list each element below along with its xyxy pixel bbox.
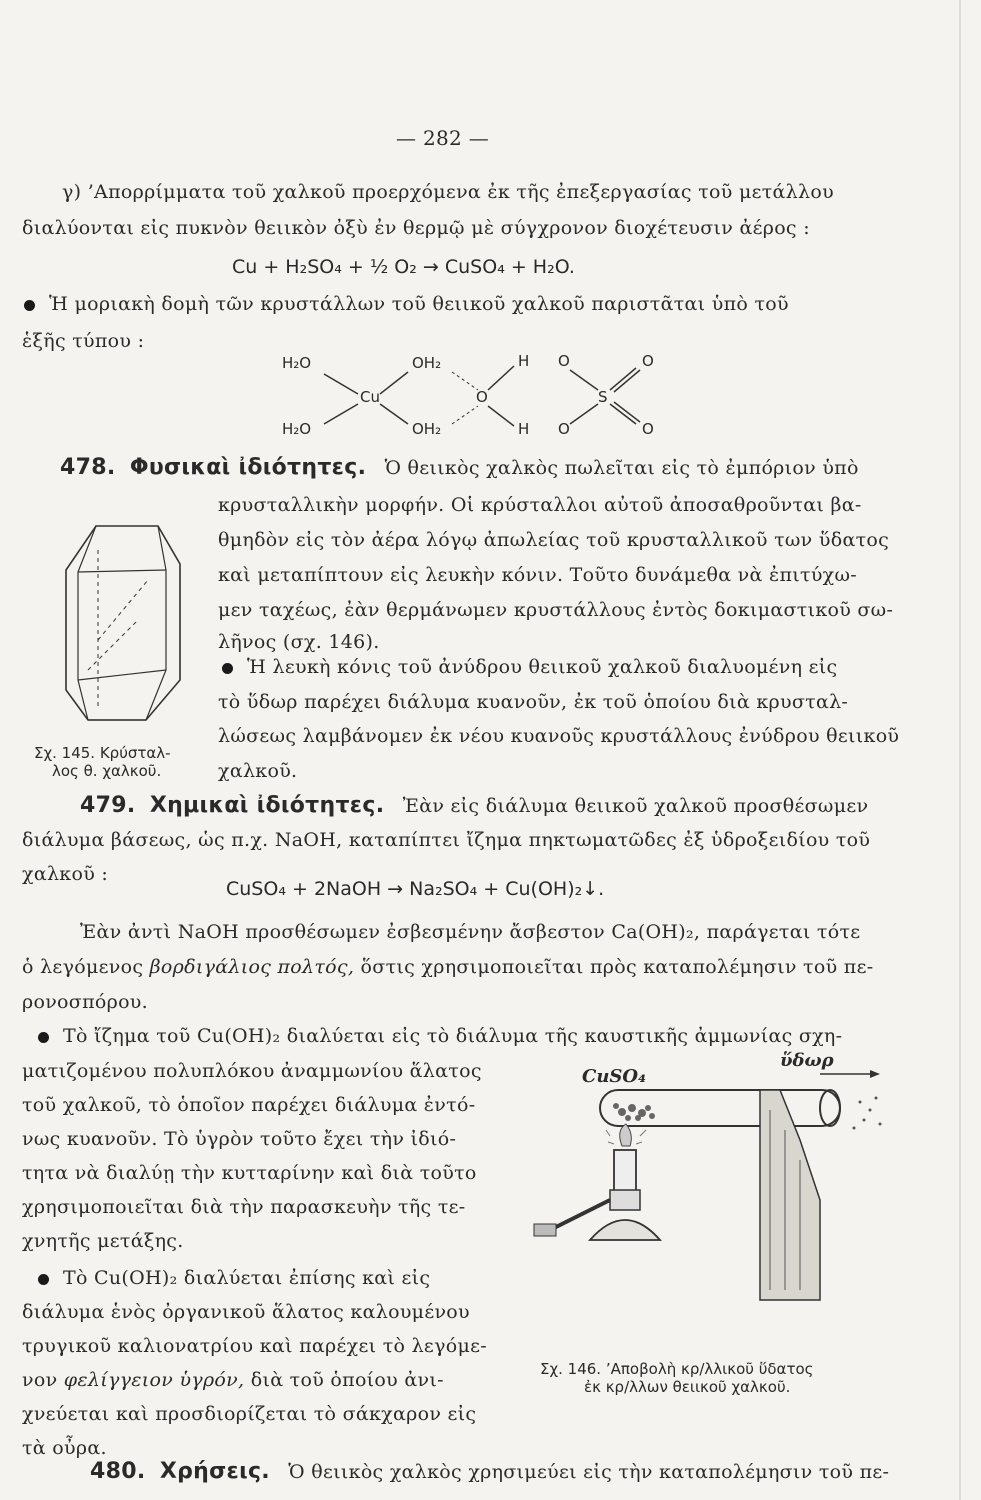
structure-oh2-top: OH₂ — [412, 354, 442, 372]
section-479-line-1: Ἐὰν εἰς διάλυμα θειικοῦ χαλκοῦ προσθέσωμεν — [402, 795, 869, 817]
section-479-bullet2-line-5: τητα νὰ διαλύῃ τὴν κυτταρίνην καὶ διὰ τοῦτο — [22, 1162, 477, 1184]
crystal-figure — [58, 520, 188, 725]
bullet-marker — [24, 300, 35, 311]
structure-intro-line-2: ἑξῆς τύπου : — [22, 330, 145, 352]
section-478-number: 478. — [60, 455, 116, 480]
molecular-structure-diagram — [280, 352, 680, 442]
bordeaux-mixture-term: βορδιγάλιος πολτός, — [149, 956, 355, 978]
label-cuso4: CuSO₄ — [582, 1066, 646, 1087]
structure-o-2: O — [642, 352, 654, 370]
fehling-solution-term: φελίγγειον ὑγρόν, — [63, 1369, 245, 1391]
equation-2: CuSO₄ + 2NaOH → Na₂SO₄ + Cu(OH)₂↓. — [226, 878, 605, 900]
bullet-marker — [222, 663, 233, 674]
structure-h2o-top: H₂O — [282, 354, 312, 372]
section-479-bullet2-line-2: ματιζομένου πολυπλόκου ἀναμμωνίου ἅλατος — [22, 1060, 482, 1082]
fig146-caption-line-1: Σχ. 146. ’Αποβολὴ κρ/λλικοῦ ὕδατος — [540, 1360, 814, 1378]
section-479-bullet2-line-3: τοῦ χαλκοῦ, τὸ ὁποῖον παρέχει διάλυμα ἐντό- — [22, 1094, 476, 1116]
fig145-caption-line-1: Σχ. 145. Κρύσταλ- — [34, 744, 171, 762]
apparatus-drawing — [530, 1050, 890, 1340]
section-479-para2-line-2b: ὅστις χρησιμοποιεῖται πρὸς καταπολέμησιν τοῦ πε- — [354, 956, 874, 978]
para-g-line-1: γ) ’Απορρίμματα τοῦ χαλκοῦ προερχόμενα ἐκ τῆς ἐπεξεργασίας τοῦ μετάλλου — [62, 181, 834, 203]
section-479-para2-line-1: Ἐὰν ἀντὶ NaOH προσθέσωμεν ἐσβεσμένην ἄσβεστον Ca(OH)₂, παράγεται τότε — [80, 921, 861, 943]
section-479-bullet2-line-4: νως κυανοῦν. Τὸ ὑγρὸν τοῦτο ἔχει τὴν ἰδιό- — [22, 1128, 457, 1150]
section-479-bullet2-line-6: χρησιμοποιεῖται διὰ τὴν παρασκευὴν τῆς τε- — [22, 1196, 466, 1218]
section-478-line-6: λῆνος (σχ. 146). — [218, 631, 380, 653]
structure-h-bottom: H — [518, 420, 530, 438]
structure-h-top: H — [518, 352, 530, 370]
section-478-line-4: καὶ μεταπίπτουν εἰς λευκὴν κόνιν. Τοῦτο δυνάμεθα νὰ ἐπιτύχω- — [218, 564, 858, 586]
fig145-caption-line-2: λος θ. χαλκοῦ. — [52, 762, 162, 780]
crystal-drawing — [58, 520, 188, 725]
section-479-line-3: χαλκοῦ : — [22, 863, 109, 885]
label-water: ὕδωρ — [780, 1050, 834, 1071]
section-478-bullet-line-3: λώσεως λαμβάνομεν ἐκ νέου κυανοῦς κρυστάλλους ἐνύδρου θειικοῦ — [218, 725, 900, 747]
structure-o-1: O — [558, 352, 570, 370]
equation-1: Cu + H₂SO₄ + ½ O₂ → CuSO₄ + H₂O. — [232, 256, 575, 278]
section-479-bullet3-line-2: διάλυμα ἑνὸς ὀργανικοῦ ἅλατος καλουμένου — [22, 1301, 470, 1323]
structure-intro-line-1: Ἡ μοριακὴ δομὴ τῶν κρυστάλλων τοῦ θειικοῦ χαλκοῦ παριστᾶται ὑπὸ τοῦ — [49, 293, 789, 315]
section-478-line-2: κρυσταλλικὴν μορφήν. Οἱ κρύσταλλοι αὐτοῦ ἀποσαθροῦνται βα- — [218, 494, 862, 516]
heating-apparatus-figure — [530, 1050, 890, 1340]
section-479-bullet3-line-3: τρυγικοῦ καλιονατρίου καὶ παρέχει τὸ λεγόμε- — [22, 1335, 487, 1357]
section-480-number: 480. — [90, 1459, 146, 1484]
section-479-number: 479. — [80, 793, 136, 818]
structure-oh2-bottom: OH₂ — [412, 420, 442, 438]
structure-o-center: O — [476, 388, 488, 406]
section-479-bullet2-line-1: Τὸ ἴζημα τοῦ Cu(OH)₂ διαλύεται εἰς τὸ διάλυμα τῆς καυστικῆς ἀμμωνίας σχη- — [63, 1025, 843, 1047]
section-478-title: Φυσικαὶ ἰδιότητες. — [129, 455, 367, 480]
structure-s: S — [598, 388, 608, 406]
section-479-title: Χημικαὶ ἰδιότητες. — [149, 793, 385, 818]
section-479-line-2: διάλυμα βάσεως, ὡς π.χ. NaOH, καταπίπτει ἴζημα πηκτωματῶδες ἐξ ὑδροξειδίου τοῦ — [22, 829, 871, 851]
structure-cu: Cu — [360, 388, 380, 406]
section-479-bullet3-line-4a: νον — [22, 1369, 64, 1391]
fig146-caption-line-2: ἐκ κρ/λλων θειικοῦ χαλκοῦ. — [584, 1378, 791, 1396]
bullet-marker — [38, 1032, 49, 1043]
section-479-bullet3-line-4b: διὰ τοῦ ὁποίου ἀνι- — [244, 1369, 444, 1391]
section-478-bullet-line-4: χαλκοῦ. — [218, 760, 298, 782]
page-edge — [959, 0, 961, 1500]
section-479-para2-line-3: ρονοσπόρου. — [22, 991, 148, 1013]
section-478-bullet-line-1: Ἡ λευκὴ κόνις τοῦ ἀνύδρου θειικοῦ χαλκοῦ διαλυομένη εἰς — [247, 656, 838, 678]
para-g-line-2: διαλύονται εἰς πυκνὸν θειικὸν ὀξὺ ἐν θερμῷ μὲ σύγχρονον διοχέτευσιν ἀέρος : — [22, 217, 810, 239]
section-478-line-5: μεν ταχέως, ἐὰν θερμάνωμεν κρυστάλλους ἐντὸς δοκιμαστικοῦ σω- — [218, 599, 894, 621]
structure-h2o-bottom: H₂O — [282, 420, 312, 438]
structure-o-3: O — [558, 420, 570, 438]
page-number: — 282 — — [396, 126, 489, 150]
section-478-bullet-line-2: τὸ ὕδωρ παρέχει διάλυμα κυανοῦν, ἐκ τοῦ ὁποίου διὰ κρυσταλ- — [218, 691, 849, 713]
bullet-marker — [38, 1274, 49, 1285]
section-480-line-1: Ὁ θειικὸς χαλκὸς χρησιμεύει εἰς τὴν καταπολέμησιν τοῦ πε- — [288, 1461, 890, 1483]
section-478-line-1: Ὁ θειικὸς χαλκὸς πωλεῖται εἰς τὸ ἐμπόριον ὑπὸ — [384, 457, 859, 479]
section-480-title: Χρήσεις. — [159, 1459, 270, 1484]
structure-o-4: O — [642, 420, 654, 438]
section-479-bullet3-line-1: Τὸ Cu(OH)₂ διαλύεται ἐπίσης καὶ εἰς — [63, 1267, 431, 1289]
section-479-bullet3-line-6: τὰ οὖρα. — [22, 1437, 107, 1459]
section-479-bullet3-line-5: χνεύεται καὶ προσδιορίζεται τὸ σάκχαρον εἰς — [22, 1403, 477, 1425]
section-478-line-3: θμηδὸν εἰς τὸν ἀέρα λόγῳ ἀπωλείας τοῦ κρυσταλλικοῦ των ὕδατος — [218, 529, 890, 551]
section-479-bullet2-line-7: χνητῆς μετάξης. — [22, 1230, 184, 1252]
section-479-para2-line-2a: ὁ λεγόμενος — [22, 956, 150, 978]
